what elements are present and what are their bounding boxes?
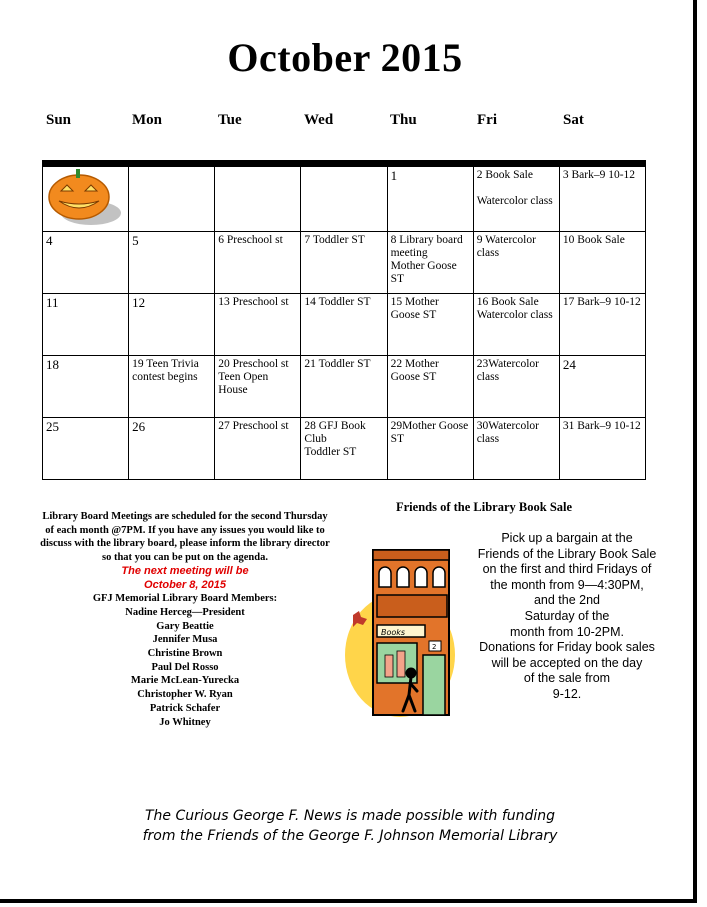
calendar-day	[215, 294, 301, 356]
board-member: Nadine Herceg—President	[125, 606, 245, 618]
calendar-day-text: 1	[390, 168, 398, 183]
next-meeting-line-1: The next meeting will be	[121, 564, 249, 577]
book-sale-line: Friends of the Library Book Sale	[477, 546, 657, 561]
calendar-day	[559, 418, 645, 480]
calendar-day	[43, 294, 129, 356]
calendar-day-text: 7 Toddler ST	[304, 234, 365, 246]
day-header-sat: Sat	[563, 112, 584, 128]
next-meeting-line-2: October 8, 2015	[144, 578, 226, 591]
bookstore-illustration	[345, 545, 460, 720]
calendar-day	[301, 356, 387, 418]
calendar-day-text: 14 Toddler ST	[304, 296, 371, 308]
calendar-day-text: 30Watercolor class	[476, 420, 539, 445]
calendar-day-text: 9 Watercolor class	[476, 234, 536, 259]
calendar-day-text: 15 Mother Goose ST	[390, 296, 439, 321]
day-header-sun: Sun	[46, 112, 72, 128]
calendar-day-text: 8 Library board meeting Mother Goose ST	[390, 234, 463, 285]
calendar-day-text: 18	[46, 357, 59, 372]
calendar-day-text: 23Watercolor class	[476, 358, 539, 383]
calendar-day-text: 4	[46, 233, 53, 248]
day-header-fri: Fri	[477, 112, 497, 128]
book-sale-line: the month from 9—4:30PM,	[490, 577, 644, 592]
calendar-day	[473, 167, 559, 232]
board-meeting-notice	[40, 510, 330, 729]
calendar-day	[559, 167, 645, 232]
book-sale-line: Saturday of the	[524, 608, 610, 623]
calendar-day-text: 17 Bark–9 10-12	[562, 296, 641, 308]
book-sale-line: and the 2nd	[533, 593, 601, 608]
calendar-day	[301, 294, 387, 356]
calendar-day	[473, 418, 559, 480]
board-member: Patrick Schafer	[149, 702, 221, 714]
calendar-day-text: 24	[562, 357, 576, 372]
day-header-thu: Thu	[390, 112, 417, 128]
calendar-day-text: 29Mother Goose ST	[390, 420, 469, 445]
board-member: Gary Beattie	[156, 620, 214, 632]
calendar-day	[43, 418, 129, 480]
calendar-day	[215, 167, 301, 232]
footer-credit	[100, 806, 600, 846]
calendar-day	[559, 356, 645, 418]
calendar-day-text: 2 Book Sale Watercolor class	[476, 169, 553, 207]
board-member: Jennifer Musa	[152, 634, 218, 646]
book-sale-line: of the sale from	[523, 671, 611, 686]
calendar-day-text: 26	[132, 419, 146, 434]
board-member: Christopher W. Ryan	[137, 689, 233, 701]
calendar-day	[129, 232, 215, 294]
day-header-tue: Tue	[218, 112, 242, 128]
members-heading: GFJ Memorial Library Board Members:	[92, 593, 278, 605]
month-title: October 2015	[227, 35, 463, 80]
day-header-mon: Mon	[132, 112, 162, 128]
board-intro: Library Board Meetings are scheduled for the second Thursday of each month @7PM. If you have any issues you would like to discuss with the library board, please inform the library director so that you can be put on the agenda.	[40, 511, 330, 564]
book-sale-line: Donations for Friday book sales	[479, 640, 655, 655]
calendar-day	[43, 356, 129, 418]
calendar-day	[215, 418, 301, 480]
calendar-day-text: 21 Toddler ST	[304, 358, 371, 370]
book-sale-line: month from 10-2PM.	[510, 624, 624, 639]
calendar-day-text: 11	[46, 295, 59, 310]
calendar-day-text: 13 Preschool st	[218, 296, 289, 308]
book-sale-line: Pick up a bargain at the	[501, 531, 633, 545]
calendar-week	[43, 356, 646, 418]
calendar-day-text: 19 Teen Trivia contest begins	[132, 358, 199, 383]
calendar-day-text: 16 Book Sale Watercolor class	[476, 296, 553, 321]
calendar-day-text: 3 Bark–9 10-12	[562, 169, 636, 181]
day-header-wed: Wed	[304, 112, 334, 128]
day-headers	[0, 112, 697, 132]
book-sale-title: Friends of the Library Book Sale	[396, 500, 573, 514]
store-sign-text: Books	[381, 628, 406, 637]
calendar-week	[43, 294, 646, 356]
calendar-day	[387, 232, 473, 294]
footer-line-1: The Curious George F. News is made possible with funding	[144, 808, 556, 824]
calendar-day	[301, 167, 387, 232]
calendar-day	[473, 232, 559, 294]
calendar-day-text: 6 Preschool st	[218, 234, 283, 246]
calendar-day	[215, 232, 301, 294]
calendar-day-text: 20 Preschool st Teen Open House	[218, 358, 289, 396]
calendar-day-text: 25	[46, 419, 59, 434]
calendar-day-text: 31 Bark–9 10-12	[562, 420, 641, 432]
calendar-day-text: 5	[132, 233, 139, 248]
board-member: Christine Brown	[147, 648, 223, 660]
calendar-day	[215, 356, 301, 418]
calendar-day	[387, 418, 473, 480]
board-member: Paul Del Rosso	[151, 661, 219, 673]
book-sale-line: will be accepted on the day	[491, 655, 643, 670]
calendar-day	[129, 418, 215, 480]
calendar-day	[387, 356, 473, 418]
board-member: Jo Whitney	[159, 716, 211, 728]
calendar-day	[129, 294, 215, 356]
board-member: Marie McLean-Yurecka	[130, 675, 240, 687]
calendar-grid	[42, 160, 646, 480]
book-sale-description	[456, 531, 678, 703]
calendar-week	[43, 167, 646, 232]
calendar-day	[301, 232, 387, 294]
calendar-day-text: 28 GFJ Book Club Toddler ST	[304, 420, 366, 458]
calendar-day	[387, 167, 473, 232]
calendar-week	[43, 418, 646, 480]
calendar-day	[473, 294, 559, 356]
book-sale-line: on the first and third Fridays of	[482, 562, 652, 577]
calendar-day	[559, 294, 645, 356]
members-list	[40, 606, 330, 729]
calendar-week	[43, 232, 646, 294]
calendar-day-text: 27 Preschool st	[218, 420, 289, 432]
store-number-text: 2	[432, 643, 437, 651]
calendar-day	[43, 232, 129, 294]
calendar-day	[473, 356, 559, 418]
calendar-day-text: 22 Mother Goose ST	[390, 358, 439, 383]
calendar-day-text: 10 Book Sale	[562, 234, 625, 246]
calendar-day	[559, 232, 645, 294]
book-sale-line: 9-12.	[552, 686, 582, 701]
footer-line-2: from the Friends of the George F. Johnson Memorial Library	[142, 828, 558, 844]
calendar-day	[387, 294, 473, 356]
calendar-day	[43, 167, 129, 232]
calendar-day	[129, 167, 215, 232]
calendar-day	[301, 418, 387, 480]
calendar-day-text: 12	[132, 295, 146, 310]
calendar-day	[129, 356, 215, 418]
pumpkin-icon	[43, 167, 123, 227]
